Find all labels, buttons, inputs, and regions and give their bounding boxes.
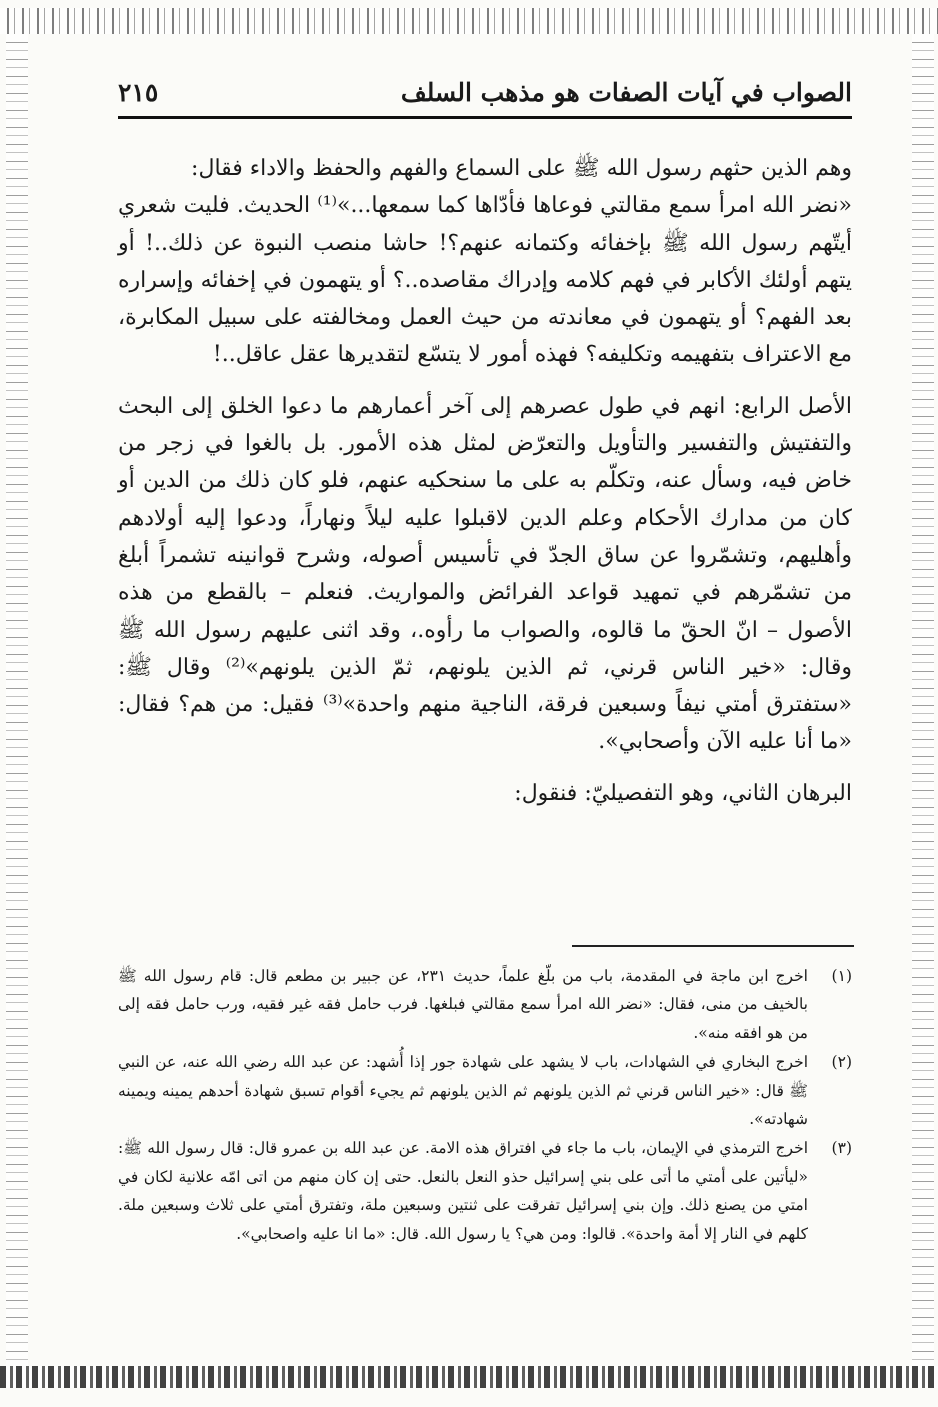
ornamental-border-top <box>0 8 938 34</box>
footnote-text: اخرج البخاري في الشهادات، باب لا يشهد على شهادة جور إذا أُشهد: عن عبد الله رضي الله عنه، عن النبي ﷺ قال: «خير الناس قرني ثم الذين يلونهم ثم الذين يلونهم ثم يجيء أقوام تسبق شهادة أحدهم يمينه ويمينه شهادته». <box>118 1053 808 1129</box>
paragraph: وهم الذين حثهم رسول الله ﷺ على السماع والفهم والحفظ والاداء فقال: <box>191 156 852 181</box>
footnotes <box>118 962 852 1249</box>
footnote-number: (٣) <box>831 1139 852 1158</box>
ornamental-border-bottom <box>0 1366 938 1388</box>
footnote-text: اخرج الترمذي في الإيمان، باب ما جاء في افتراق هذه الامة. عن عبد الله بن عمرو قال: قال رسول الله ﷺ: «ليأتين على أمتي ما أتى على بني إسرائيل حذو النعل بالنعل. حتى إن كان منهم من اتى امّه علانية لكان في امتي من يصنع ذلك. وإن بني إسرائيل تفرقت على ثنتين وسبعين ملة، وتفترق أمتي على ثلاث وسبعين ملة. كلهم في النار إلا أمة واحدة». قالوا: ومن هي؟ يا رسول الله. قال: «ما انا عليه واصحابي». <box>118 1139 808 1243</box>
page-header <box>118 72 852 119</box>
paragraph: البرهان الثاني، وهو التفصيليّ: فنقول: <box>514 780 852 806</box>
footnote-number: (١) <box>831 967 852 985</box>
footnote-text: اخرج ابن ماجة في المقدمة، باب من بلّغ علماً، حديث ٢٣١، عن جبير بن مطعم قال: قام رسول الله ﷺ بالخيف من منى، فقال: «نضر الله امرأ سمع مقالتي فبلغها. فرب حامل فقه غير فقيه، ورب حامل فقه إلى من هو افقه منه». <box>118 967 808 1042</box>
ornamental-border-left <box>6 34 28 1366</box>
footnote-number: (٢) <box>831 1053 852 1072</box>
footnote <box>118 1134 852 1248</box>
main-text <box>118 150 852 812</box>
ornamental-border-right <box>912 34 934 1366</box>
paragraph: الأصل الرابع: انهم في طول عصرهم إلى آخر أعمارهم ما دعوا الخلق إلى البحث والتفتيش والتفسير والتأويل والتعرّض لمثل هذه الأمور. بل بالغوا في زجر من خاض فيه، وسأل عنه، وتكلّم به على ما سنحكيه عنهم، فلو كان ذلك من الدين أو كان من مدارك الأحكام وعلم الدين لاقبلوا عليه ليلاً ونهاراً، ودعوا إليه أولادهم وأهليهم، وتشمّروا عن ساق الجدّ في تأسيس أصوله، وشرح قوانينه تشمراً أبلغ من تشمّرهم في تمهيد قواعد الفرائض والمواريث. فنعلم – بالقطع من هذه الأصول – انّ الحقّ ما قالوه، والصواب ما رأوه.، وقد اثنى عليهم رسول الله ﷺ وقال: «خير الناس قرني، ثم الذين يلونهم، ثمّ الذين يلونهم»⁽²⁾ وقال ﷺ: «ستفترق أمتي نيفاً وسبعين فرقة، الناجية منهم واحدة»⁽³⁾ فقيل: من هم؟ فقال: «ما أنا عليه الآن وأصحابي». <box>118 393 852 755</box>
page-number: ٢١٥ <box>118 78 159 107</box>
footnote <box>118 962 852 1047</box>
footnote-divider <box>572 945 854 947</box>
footnote <box>118 1048 852 1133</box>
paragraph: «نضر الله امرأ سمع مقالتي فوعاها فأدّاها كما سمعها...»⁽¹⁾ الحديث. فليت شعري أيتّهم رسول الله ﷺ بإخفائه وكتمانه عنهم؟! حاشا منصب النبوة عن ذلك..! أو يتهم أولئك الأكابر في فهم كلامه وإدراك مقاصده..؟ أو يتهمون في إخفائه وإسراره بعد الفهم؟ أو يتهمون في معاندته من حيث العمل ومخالفته على سبيل المكابرة، مع الاعتراف بتفهيمه وتكليفه؟ فهذه أمور لا يتسّع لتقديرها عقل عاقل..! <box>118 193 852 368</box>
running-title: الصواب في آيات الصفات هو مذهب السلف <box>400 78 852 107</box>
